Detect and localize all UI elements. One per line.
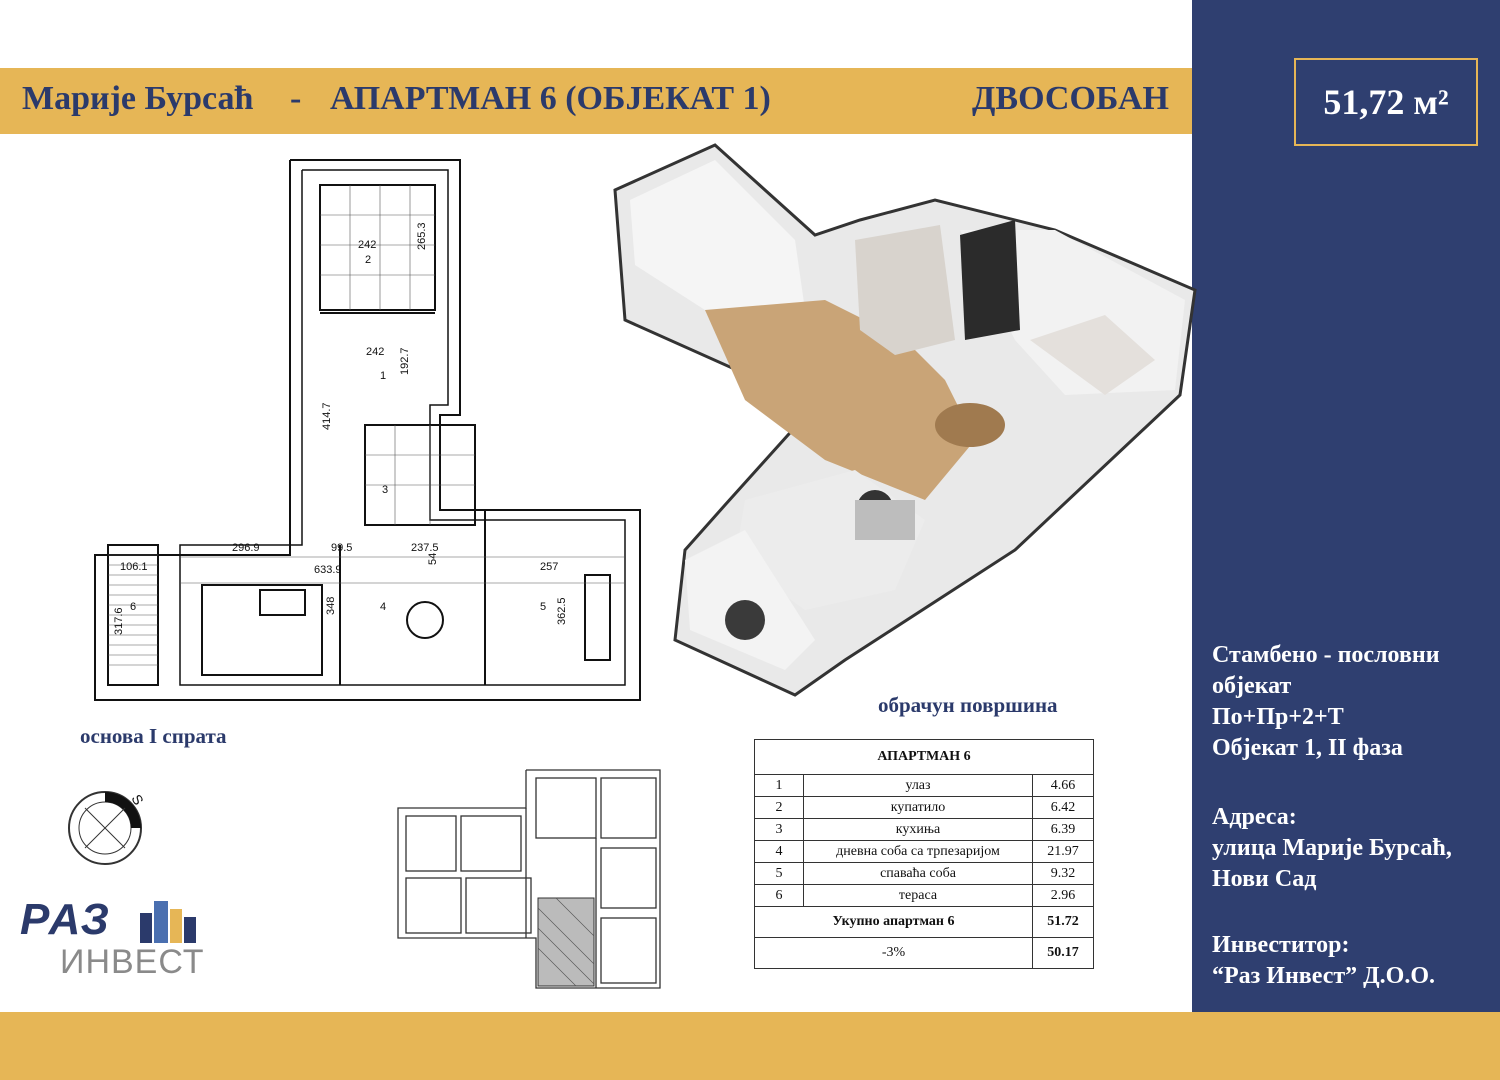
row-name: спаваћа соба bbox=[804, 863, 1033, 885]
dimension-label: 192.7 bbox=[399, 347, 411, 375]
apartment-3d-render bbox=[595, 140, 1230, 735]
total-value: 51.72 bbox=[1033, 907, 1094, 938]
reduction-value: 50.17 bbox=[1033, 938, 1094, 969]
row-value: 9.32 bbox=[1033, 863, 1094, 885]
row-number: 4 bbox=[755, 841, 804, 863]
table-row bbox=[755, 819, 1094, 841]
building-line: Стамбено - пословни bbox=[1212, 642, 1440, 668]
table-row bbox=[755, 863, 1094, 885]
total-row bbox=[755, 907, 1094, 938]
areas-table bbox=[754, 739, 1094, 969]
compass-letter: S bbox=[128, 791, 147, 808]
room-number-3: 3 bbox=[382, 484, 389, 496]
dimension-label: 362.5 bbox=[556, 597, 568, 625]
dimension-label: 296.9 bbox=[232, 542, 260, 554]
investor-info bbox=[1212, 930, 1435, 992]
row-number: 1 bbox=[755, 775, 804, 797]
row-name: кухиња bbox=[804, 819, 1033, 841]
raz-invest-logo bbox=[20, 895, 210, 990]
address-info bbox=[1212, 802, 1452, 895]
dimension-label: 414.7 bbox=[321, 402, 333, 430]
dimension-label: 54 bbox=[427, 552, 439, 565]
room-number-5: 5 bbox=[540, 601, 547, 613]
dimension-label: 348 bbox=[325, 596, 337, 615]
address-label: Адреса: bbox=[1212, 804, 1297, 830]
buildings-icon bbox=[140, 899, 200, 943]
dimension-label: 99.5 bbox=[331, 542, 353, 554]
dimension-label: 106.1 bbox=[120, 561, 148, 573]
row-name: улаз bbox=[804, 775, 1033, 797]
table-row bbox=[755, 841, 1094, 863]
apartment-type: ДВОСОБАН bbox=[972, 80, 1169, 117]
areas-table-title: АПАРТМАН 6 bbox=[755, 740, 1094, 775]
total-label: Укупно апартман 6 bbox=[755, 907, 1033, 938]
room-number-2: 2 bbox=[365, 254, 372, 266]
street-title: Марије Бурсаћ bbox=[22, 80, 254, 117]
areas-caption: обрачун површина bbox=[878, 693, 1058, 717]
dimension-label: 237.5 bbox=[411, 542, 439, 554]
building-info bbox=[1212, 640, 1440, 764]
logo-text-bottom: ИНВЕСТ bbox=[60, 943, 205, 981]
dimension-label: 317.6 bbox=[113, 607, 125, 635]
room-number-6: 6 bbox=[130, 601, 137, 613]
address-line: улица Марије Бурсаћ, bbox=[1212, 835, 1452, 861]
table-row bbox=[755, 885, 1094, 907]
row-value: 21.97 bbox=[1033, 841, 1094, 863]
investor-name: “Раз Инвест” Д.О.О. bbox=[1212, 963, 1435, 989]
row-value: 6.39 bbox=[1033, 819, 1094, 841]
row-value: 6.42 bbox=[1033, 797, 1094, 819]
table-row bbox=[755, 797, 1094, 819]
building-line: По+Пр+2+Т bbox=[1212, 704, 1344, 730]
building-key-plan bbox=[396, 768, 666, 990]
dimension-label: 257 bbox=[540, 561, 559, 573]
address-line: Нови Сад bbox=[1212, 866, 1317, 892]
reduction-label: -3% bbox=[755, 938, 1033, 969]
row-name: тераса bbox=[804, 885, 1033, 907]
floor-plan bbox=[80, 155, 660, 705]
footer-band bbox=[0, 1012, 1500, 1080]
table-row bbox=[755, 775, 1094, 797]
row-value: 2.96 bbox=[1033, 885, 1094, 907]
row-number: 6 bbox=[755, 885, 804, 907]
dimension-label: 265.3 bbox=[416, 222, 428, 250]
row-number: 2 bbox=[755, 797, 804, 819]
dimension-label: 633.9 bbox=[314, 564, 342, 576]
floor-caption: основа I спрата bbox=[80, 724, 227, 748]
row-name: дневна соба са трпезаријом bbox=[804, 841, 1033, 863]
row-number: 3 bbox=[755, 819, 804, 841]
total-area-badge: 51,72 м² bbox=[1294, 58, 1478, 146]
investor-label: Инвеститор: bbox=[1212, 932, 1350, 958]
row-value: 4.66 bbox=[1033, 775, 1094, 797]
room-number-4: 4 bbox=[380, 601, 387, 613]
dimension-label: 242 bbox=[366, 346, 385, 358]
row-number: 5 bbox=[755, 863, 804, 885]
dimension-label: 242 bbox=[358, 239, 377, 251]
row-name: купатило bbox=[804, 797, 1033, 819]
title-separator: - bbox=[290, 80, 302, 117]
reduction-row bbox=[755, 938, 1094, 969]
building-line: објекат bbox=[1212, 673, 1292, 699]
room-number-1: 1 bbox=[380, 370, 387, 382]
logo-text-top: РАЗ bbox=[20, 895, 111, 944]
building-line: Објекат 1, II фаза bbox=[1212, 735, 1403, 761]
compass-icon bbox=[65, 780, 155, 870]
apartment-title: АПАРТМАН 6 (ОБЈЕКАТ 1) bbox=[330, 80, 771, 117]
